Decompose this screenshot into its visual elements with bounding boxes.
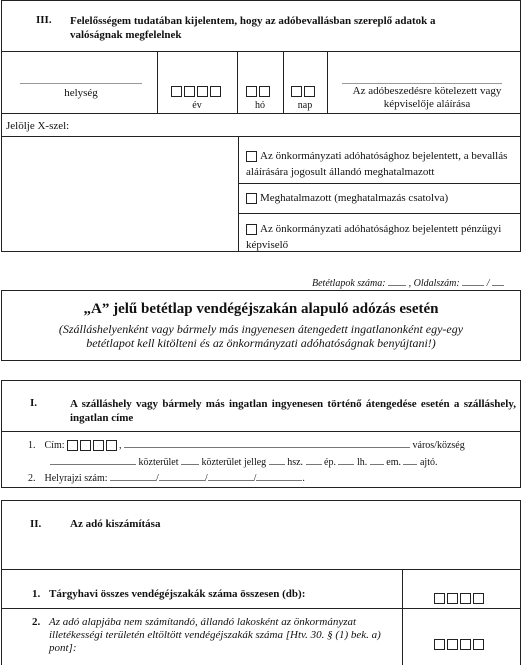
page-counter bbox=[312, 278, 522, 289]
address-label: Cím: bbox=[44, 440, 65, 451]
lot-sep-1: / bbox=[156, 473, 159, 484]
year-boxes[interactable] bbox=[171, 82, 223, 100]
address-row bbox=[28, 440, 518, 451]
stair-label: lh. bbox=[356, 457, 368, 468]
calc-row-2-text: Az adó alapjába nem számítandó, állandó lakosként az önkormányzat illetékességi területén eltöltött vendégéjszakák száma [Htv. 30. § (1) bek. a) pont]: bbox=[49, 616, 381, 654]
month-label: hó bbox=[255, 100, 265, 111]
lot-sep-3: / bbox=[253, 473, 257, 484]
option-1[interactable] bbox=[238, 137, 520, 184]
row-2-number: 2. bbox=[28, 473, 36, 484]
option-2[interactable] bbox=[238, 184, 520, 214]
calc-row-2 bbox=[2, 609, 520, 665]
place-label: helység bbox=[64, 87, 98, 99]
city-label: város/község bbox=[412, 440, 465, 451]
street-label: közterület bbox=[138, 457, 179, 468]
street-type-label: közterület jelleg bbox=[201, 457, 267, 468]
calc-row-1-text: Tárgyhavi összes vendégéjszakák száma összesen (db): bbox=[49, 588, 306, 600]
house-no-field[interactable] bbox=[269, 464, 285, 465]
street-type-field[interactable] bbox=[181, 464, 199, 465]
address-comma: , bbox=[119, 440, 122, 451]
calc-row-2-boxes[interactable] bbox=[434, 635, 486, 653]
floor-field[interactable] bbox=[370, 464, 384, 465]
building-field[interactable] bbox=[306, 464, 322, 465]
year-label: év bbox=[192, 100, 202, 111]
lot-sep-2: / bbox=[204, 473, 208, 484]
door-label: ajtó. bbox=[419, 457, 438, 468]
sheet-field[interactable] bbox=[462, 285, 484, 286]
option-2-checkbox[interactable] bbox=[246, 193, 257, 204]
section-2-heading: Az adó kiszámítása bbox=[70, 518, 161, 530]
calc-row-2-number: 2. bbox=[32, 616, 41, 628]
stair-field[interactable] bbox=[338, 464, 354, 465]
option-1-checkbox[interactable] bbox=[246, 151, 257, 162]
option-2-label: Meghatalmazott (meghatalmazás csatolva) bbox=[260, 192, 449, 204]
page-title: „A” jelű betétlap vendégéjszakán alapuló adózás esetén bbox=[83, 301, 439, 317]
section-3-box bbox=[1, 0, 521, 252]
calc-row-1-number: 1. bbox=[32, 588, 41, 600]
place-line[interactable] bbox=[20, 83, 142, 84]
house-no-label: hsz. bbox=[287, 457, 304, 468]
option-3-checkbox[interactable] bbox=[246, 224, 257, 235]
inserts-label: Betétlapok száma: bbox=[312, 278, 386, 289]
day-label: nap bbox=[297, 100, 313, 111]
section-1-roman: I. bbox=[30, 397, 38, 409]
floor-label: em. bbox=[386, 457, 401, 468]
option-3[interactable] bbox=[238, 214, 520, 253]
street-field[interactable] bbox=[50, 464, 136, 465]
lot-label: Helyrajzi szám: bbox=[44, 473, 108, 484]
street-row bbox=[50, 457, 520, 468]
option-1-label: Az önkormányzati adóhatósághoz bejelentett, a bevallás aláírására jogosult állandó meghatalmazott bbox=[246, 150, 508, 178]
page-subtitle: (Szálláshelyenként vagy bármely más ingyenesen átengedett ingatlanonként egy-egy betétlapot kell kitölteni és az önkormányzati adóhatóságnak benyújtani!) bbox=[58, 322, 464, 350]
title-box bbox=[1, 290, 521, 361]
inserts-field[interactable] bbox=[388, 285, 406, 286]
sheet-label: , Oldalszám: bbox=[408, 278, 460, 289]
postcode-boxes[interactable] bbox=[67, 440, 119, 451]
option-3-label: Az önkormányzati adóhatósághoz bejelentett pénzügyi képviselő bbox=[246, 223, 502, 251]
section-1-box bbox=[1, 380, 521, 488]
city-field[interactable] bbox=[124, 447, 410, 448]
row-1-number: 1. bbox=[28, 440, 36, 451]
lot-row bbox=[28, 473, 305, 484]
lot-field-1[interactable] bbox=[110, 480, 156, 481]
calc-row-1-boxes[interactable] bbox=[434, 589, 486, 607]
section-3-roman: III. bbox=[36, 14, 52, 26]
lot-field-4[interactable] bbox=[256, 480, 302, 481]
sheet-slash: / bbox=[486, 278, 490, 289]
door-field[interactable] bbox=[403, 464, 417, 465]
day-boxes[interactable] bbox=[291, 82, 317, 100]
section-3-statement: Felelősségem tudatában kijelentem, hogy az adóbevallásban szereplő adatok a valóságnak megfelelnek bbox=[70, 15, 436, 41]
lot-dot: . bbox=[302, 473, 305, 484]
lot-field-3[interactable] bbox=[208, 480, 254, 481]
sheet-total-field[interactable] bbox=[492, 285, 504, 286]
signature-label: Az adóbeszedésre kötelezett vagy képviselője aláírása bbox=[352, 85, 502, 110]
month-boxes[interactable] bbox=[246, 82, 272, 100]
date-sign-row bbox=[2, 51, 520, 114]
mark-label: Jelölje X-szel: bbox=[6, 120, 70, 132]
address-area bbox=[2, 431, 520, 488]
signature-line[interactable] bbox=[342, 83, 502, 84]
section-2-roman: II. bbox=[30, 518, 42, 530]
section-2-box bbox=[1, 500, 521, 665]
lot-field-2[interactable] bbox=[159, 480, 205, 481]
building-label: ép. bbox=[324, 457, 336, 468]
section-1-heading: A szálláshely vagy bármely más ingatlan ingyenesen történő átengedése esetén a szálláshely, ingatlan címe bbox=[70, 398, 516, 424]
options-area bbox=[2, 136, 520, 252]
calc-row-1 bbox=[2, 569, 520, 609]
